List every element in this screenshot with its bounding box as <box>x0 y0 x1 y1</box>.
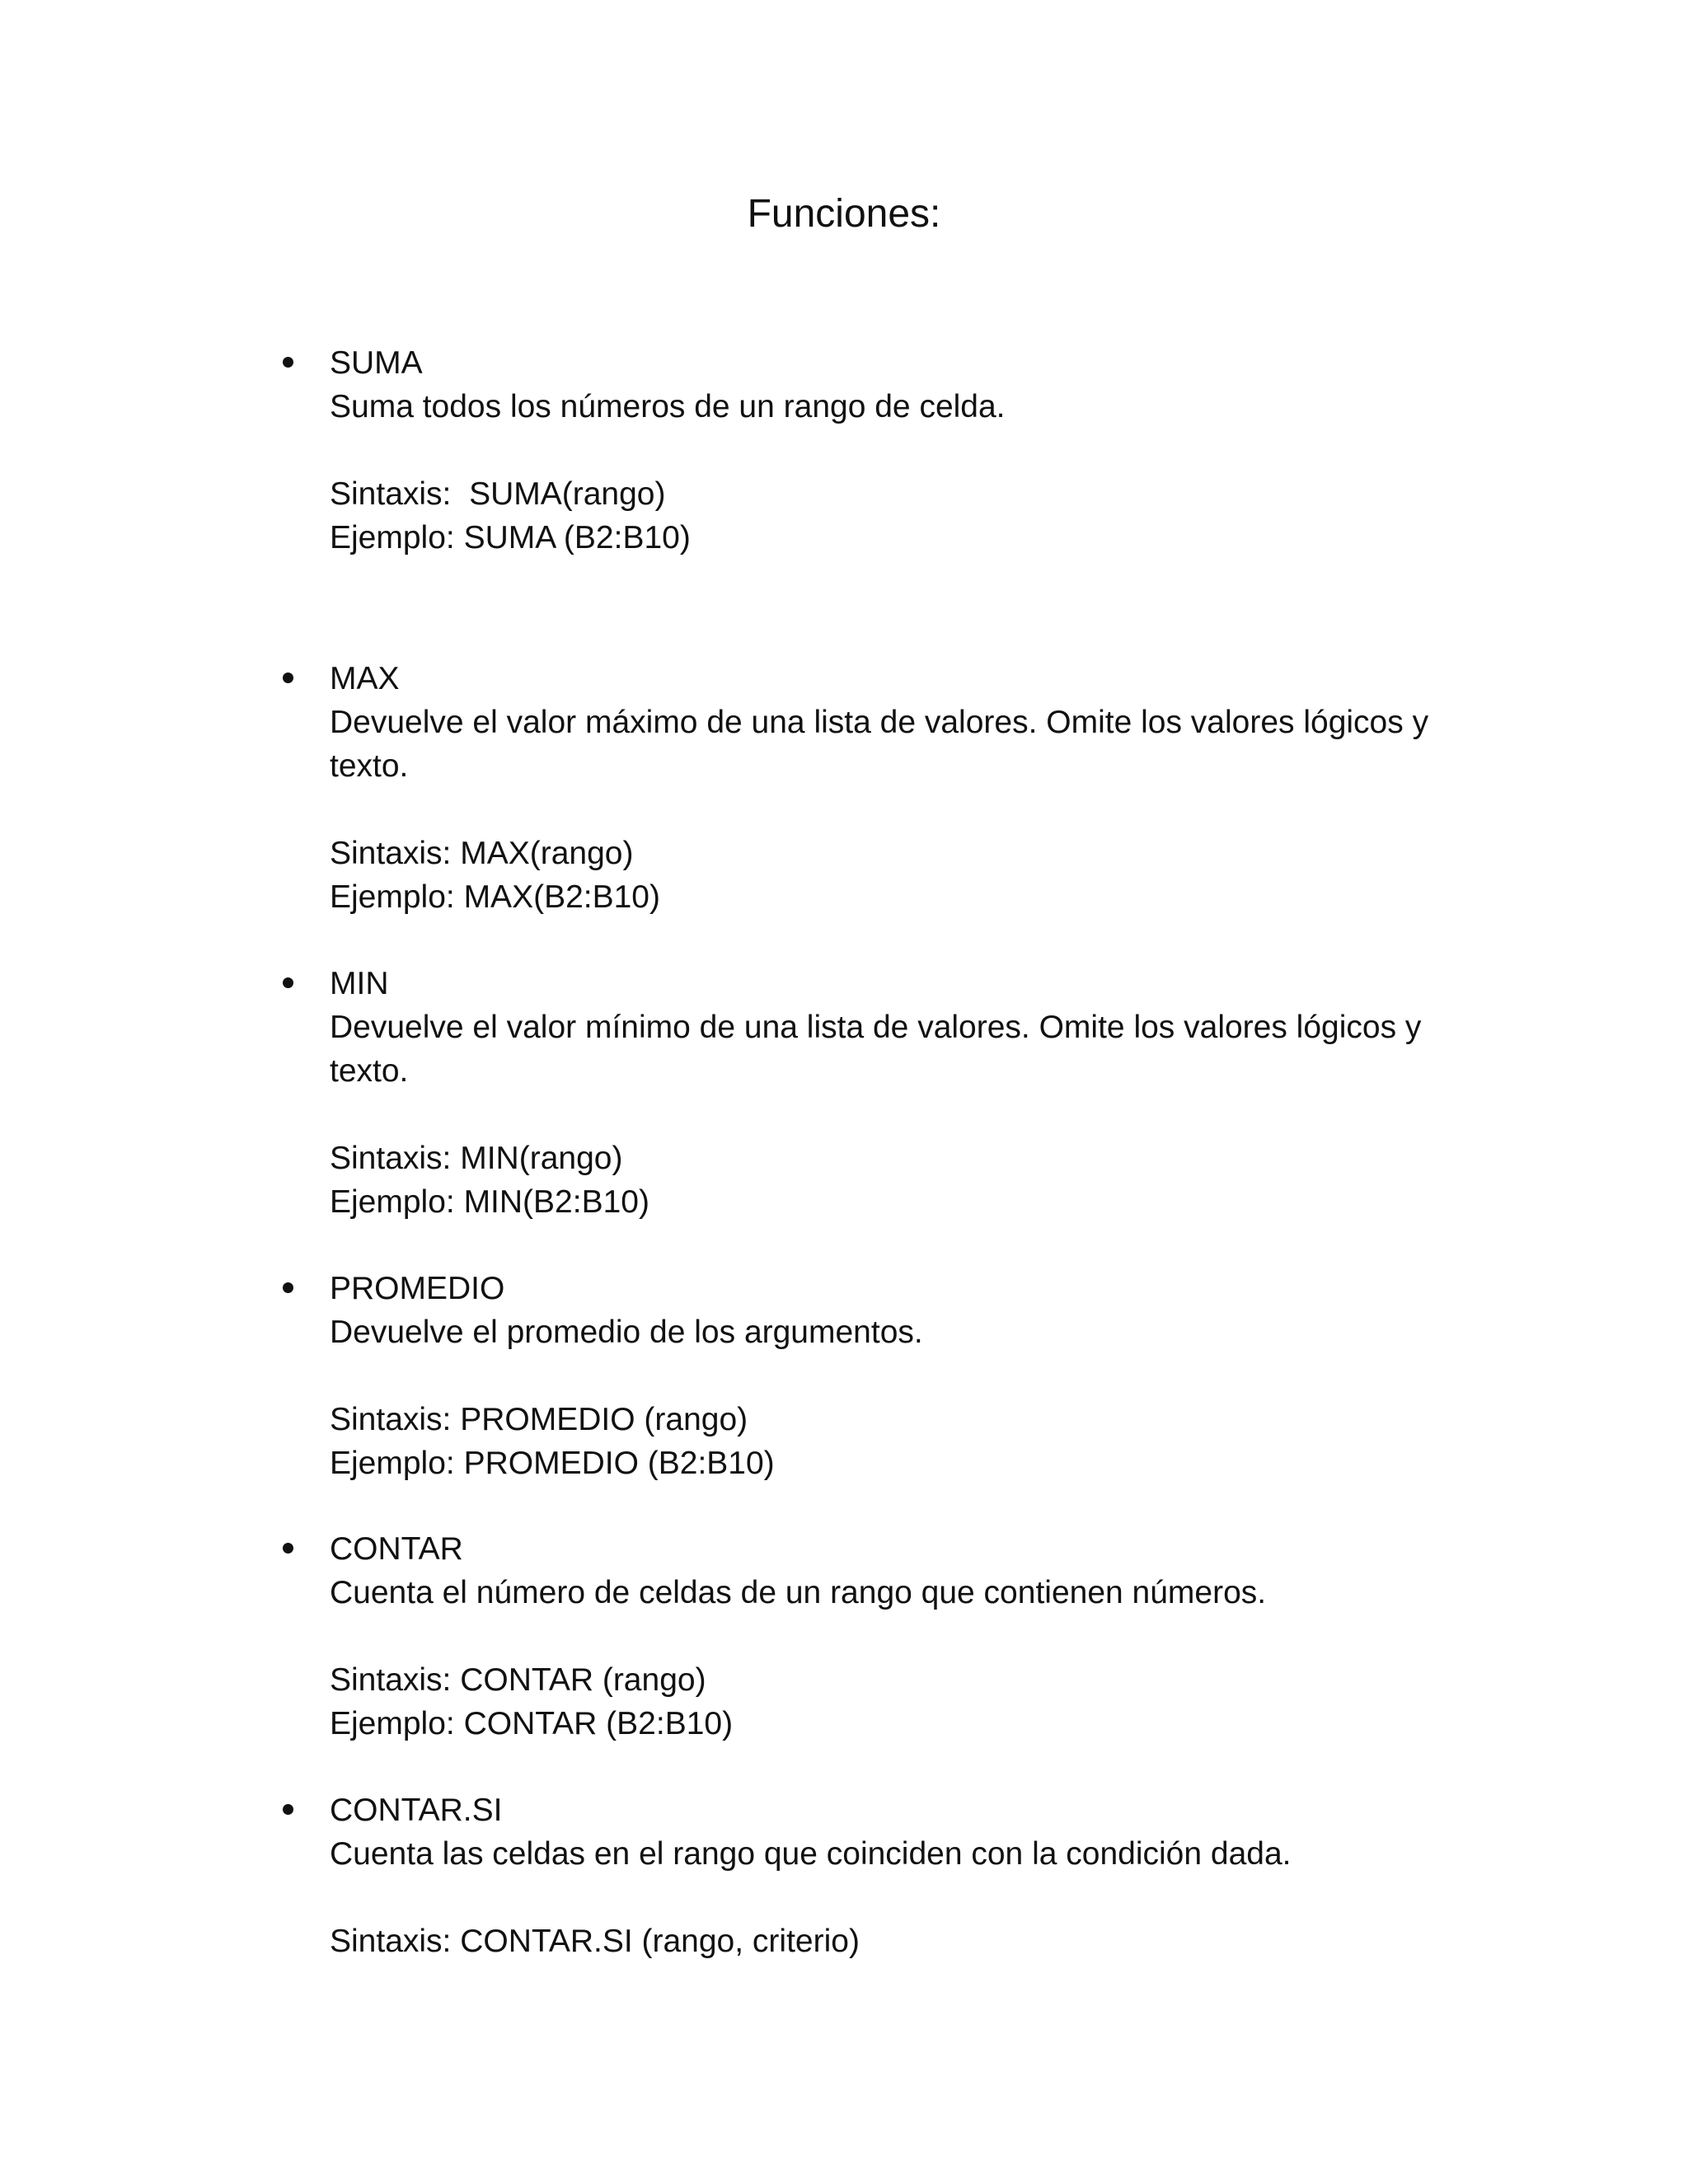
spacer <box>330 1354 1451 1398</box>
function-example: Ejemplo: CONTAR (B2:B10) <box>330 1706 734 1741</box>
function-content <box>330 1527 1451 1746</box>
bullet-icon <box>283 357 293 368</box>
function-example: Ejemplo: SUMA (B2:B10) <box>330 520 691 555</box>
function-name: CONTAR <box>330 1531 463 1567</box>
function-syntax: Sintaxis: MIN(rango) <box>330 1141 623 1176</box>
function-content <box>330 962 1451 1224</box>
spacer <box>330 1615 1451 1658</box>
function-content <box>330 1788 1451 1963</box>
bullet-icon <box>283 673 293 683</box>
bullet-icon <box>283 1282 293 1293</box>
function-description: Cuenta el número de celdas de un rango que contienen números. <box>330 1575 1267 1610</box>
function-content <box>330 1267 1451 1485</box>
function-syntax: Sintaxis: SUMA(rango) <box>330 476 666 512</box>
function-example: Ejemplo: PROMEDIO (B2:B10) <box>330 1446 775 1481</box>
spacer <box>330 1876 1451 1919</box>
function-example: Ejemplo: MIN(B2:B10) <box>330 1184 649 1220</box>
bullet-icon <box>283 1804 293 1815</box>
function-name: SUMA <box>330 345 423 381</box>
function-name: CONTAR.SI <box>330 1793 503 1828</box>
function-content <box>330 657 1451 919</box>
bullet-icon <box>283 1543 293 1554</box>
function-example: Ejemplo: MAX(B2:B10) <box>330 879 660 915</box>
function-name: MIN <box>330 966 389 1001</box>
spacer <box>330 429 1451 472</box>
spacer <box>330 1093 1451 1137</box>
function-name: MAX <box>330 661 400 696</box>
function-syntax: Sintaxis: PROMEDIO (rango) <box>330 1402 748 1437</box>
function-syntax: Sintaxis: MAX(rango) <box>330 836 634 871</box>
spacer <box>330 788 1451 832</box>
function-description: Suma todos los números de un rango de celda. <box>330 389 1006 424</box>
function-description: Devuelve el valor máximo de una lista de valores. Omite los valores lógicos y texto. <box>330 705 1429 784</box>
bullet-icon <box>283 977 293 988</box>
page-title: Funciones: <box>747 192 941 236</box>
function-description: Devuelve el valor mínimo de una lista de valores. Omite los valores lógicos y texto. <box>330 1010 1422 1089</box>
function-description: Cuenta las celdas en el rango que coinciden con la condición dada. <box>330 1836 1292 1872</box>
function-syntax: Sintaxis: CONTAR (rango) <box>330 1662 706 1698</box>
function-name: PROMEDIO <box>330 1271 505 1306</box>
function-syntax: Sintaxis: CONTAR.SI (rango, criterio) <box>330 1924 860 1959</box>
function-content <box>330 341 1451 560</box>
function-description: Devuelve el promedio de los argumentos. <box>330 1315 923 1350</box>
